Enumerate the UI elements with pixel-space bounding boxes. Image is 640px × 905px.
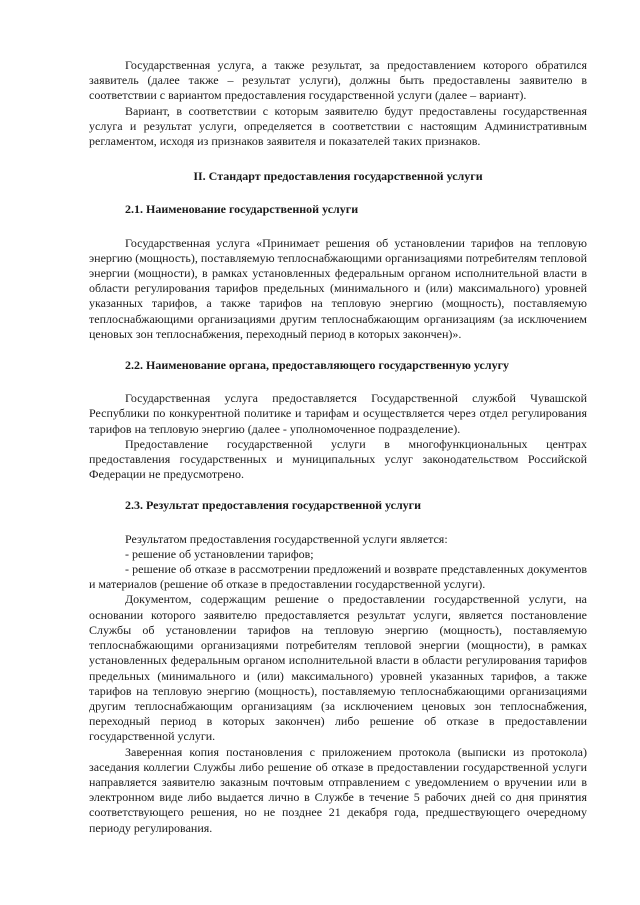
intro-paragraph-2: Вариант, в соответствии с которым заявителю будут предоставлены государственная услуга и результат услуги, определяется в соответствии с настоящим Административным регламентом, исходя из признаков заявителя и показателей таких признаков. bbox=[89, 103, 587, 149]
paragraph-2-3-b: Заверенная копия постановления с приложением протокола (выписки из протокола) заседания коллегии Службы либо решение об отказе в предоставлении государственной услуги направляется заявителю заказным почтовым отправлением с уведомлением о вручении или в электронном виде либо выдается лично в Службе в течение 5 рабочих дней со дня принятия соответствующего решения, но не позднее 21 декабря года, предшествующего очередному периоду регулирования. bbox=[89, 744, 587, 835]
paragraph-2-3-intro: Результатом предоставления государственной услуги является: bbox=[125, 531, 448, 546]
heading-2-1: 2.1. Наименование государственной услуги bbox=[125, 202, 359, 217]
paragraph-2-2-a: Государственная услуга предоставляется Государственной службой Чувашской Республики по конкурентной политике и тарифам и осуществляется через отдел регулирования тарифов на тепловую энергию (далее - уполномоченное подразделение). bbox=[89, 391, 587, 436]
section-title: II. Стандарт предоставления государственной услуги bbox=[193, 169, 483, 184]
list-item-2: - решение об отказе в рассмотрении предложений и возврате представленных документов и материалов (решение об отказе в предоставлении государственной услуги). bbox=[89, 562, 587, 592]
paragraph-2-1: Государственная услуга «Принимает решения об установлении тарифов на тепловую энергию (мощность), поставляемую теплоснабжающими организациями потребителям тепловой энергии (мощности), в рамках установленных федеральным органом исполнительной власти в области регулирования тарифов предельных (минимального и (или) максимального) уровней указанных тарифов, а также тарифов на тепловую энергию (мощность), поставляемую теплоснабжающими организациями другим теплоснабжающим организациям (за исключением ценовых зон теплоснабжения, переходный период в которых закончен)». bbox=[89, 235, 587, 341]
heading-2-3: 2.3. Результат предоставления государственной услуги bbox=[125, 498, 422, 513]
list-item-1: - решение об установлении тарифов; bbox=[125, 546, 314, 561]
paragraph-2-3-a: Документом, содержащим решение о предоставлении государственной услуги, на основании которого заявителю предоставляется результат услуги, является постановление Службы об установлении тарифов на тепловую энергию (мощность), поставляемую теплоснабжающими организациями потребителям тепловой энергии (мощности), в рамках установленных федеральным органом исполнительной власти в области регулирования тарифов предельных (минимального и (или) максимального) уровней указанных тарифов, а также тарифов на тепловую энергию (мощность), поставляемую теплоснабжающими организациями другим теплоснабжающим организациям (за исключением ценовых зон теплоснабжения, переходный период в которых закончен) либо решение об отказе в предоставлении государственной услуги. bbox=[89, 592, 587, 744]
paragraph-2-2-b: Предоставление государственной услуги в многофункциональных центрах предоставления государственных и муниципальных услуг законодательством Российской Федерации не предусмотрено. bbox=[89, 436, 587, 482]
heading-2-2: 2.2. Наименование органа, предоставляющего государственную услугу bbox=[125, 358, 510, 373]
intro-paragraph-1: Государственная услуга, а также результат, за предоставлением которого обратился заявитель (далее также – результат услуги), должны быть предоставлены заявителю в соответствии с вариантом предоставления государственной услуги (далее – вариант). bbox=[89, 58, 587, 103]
